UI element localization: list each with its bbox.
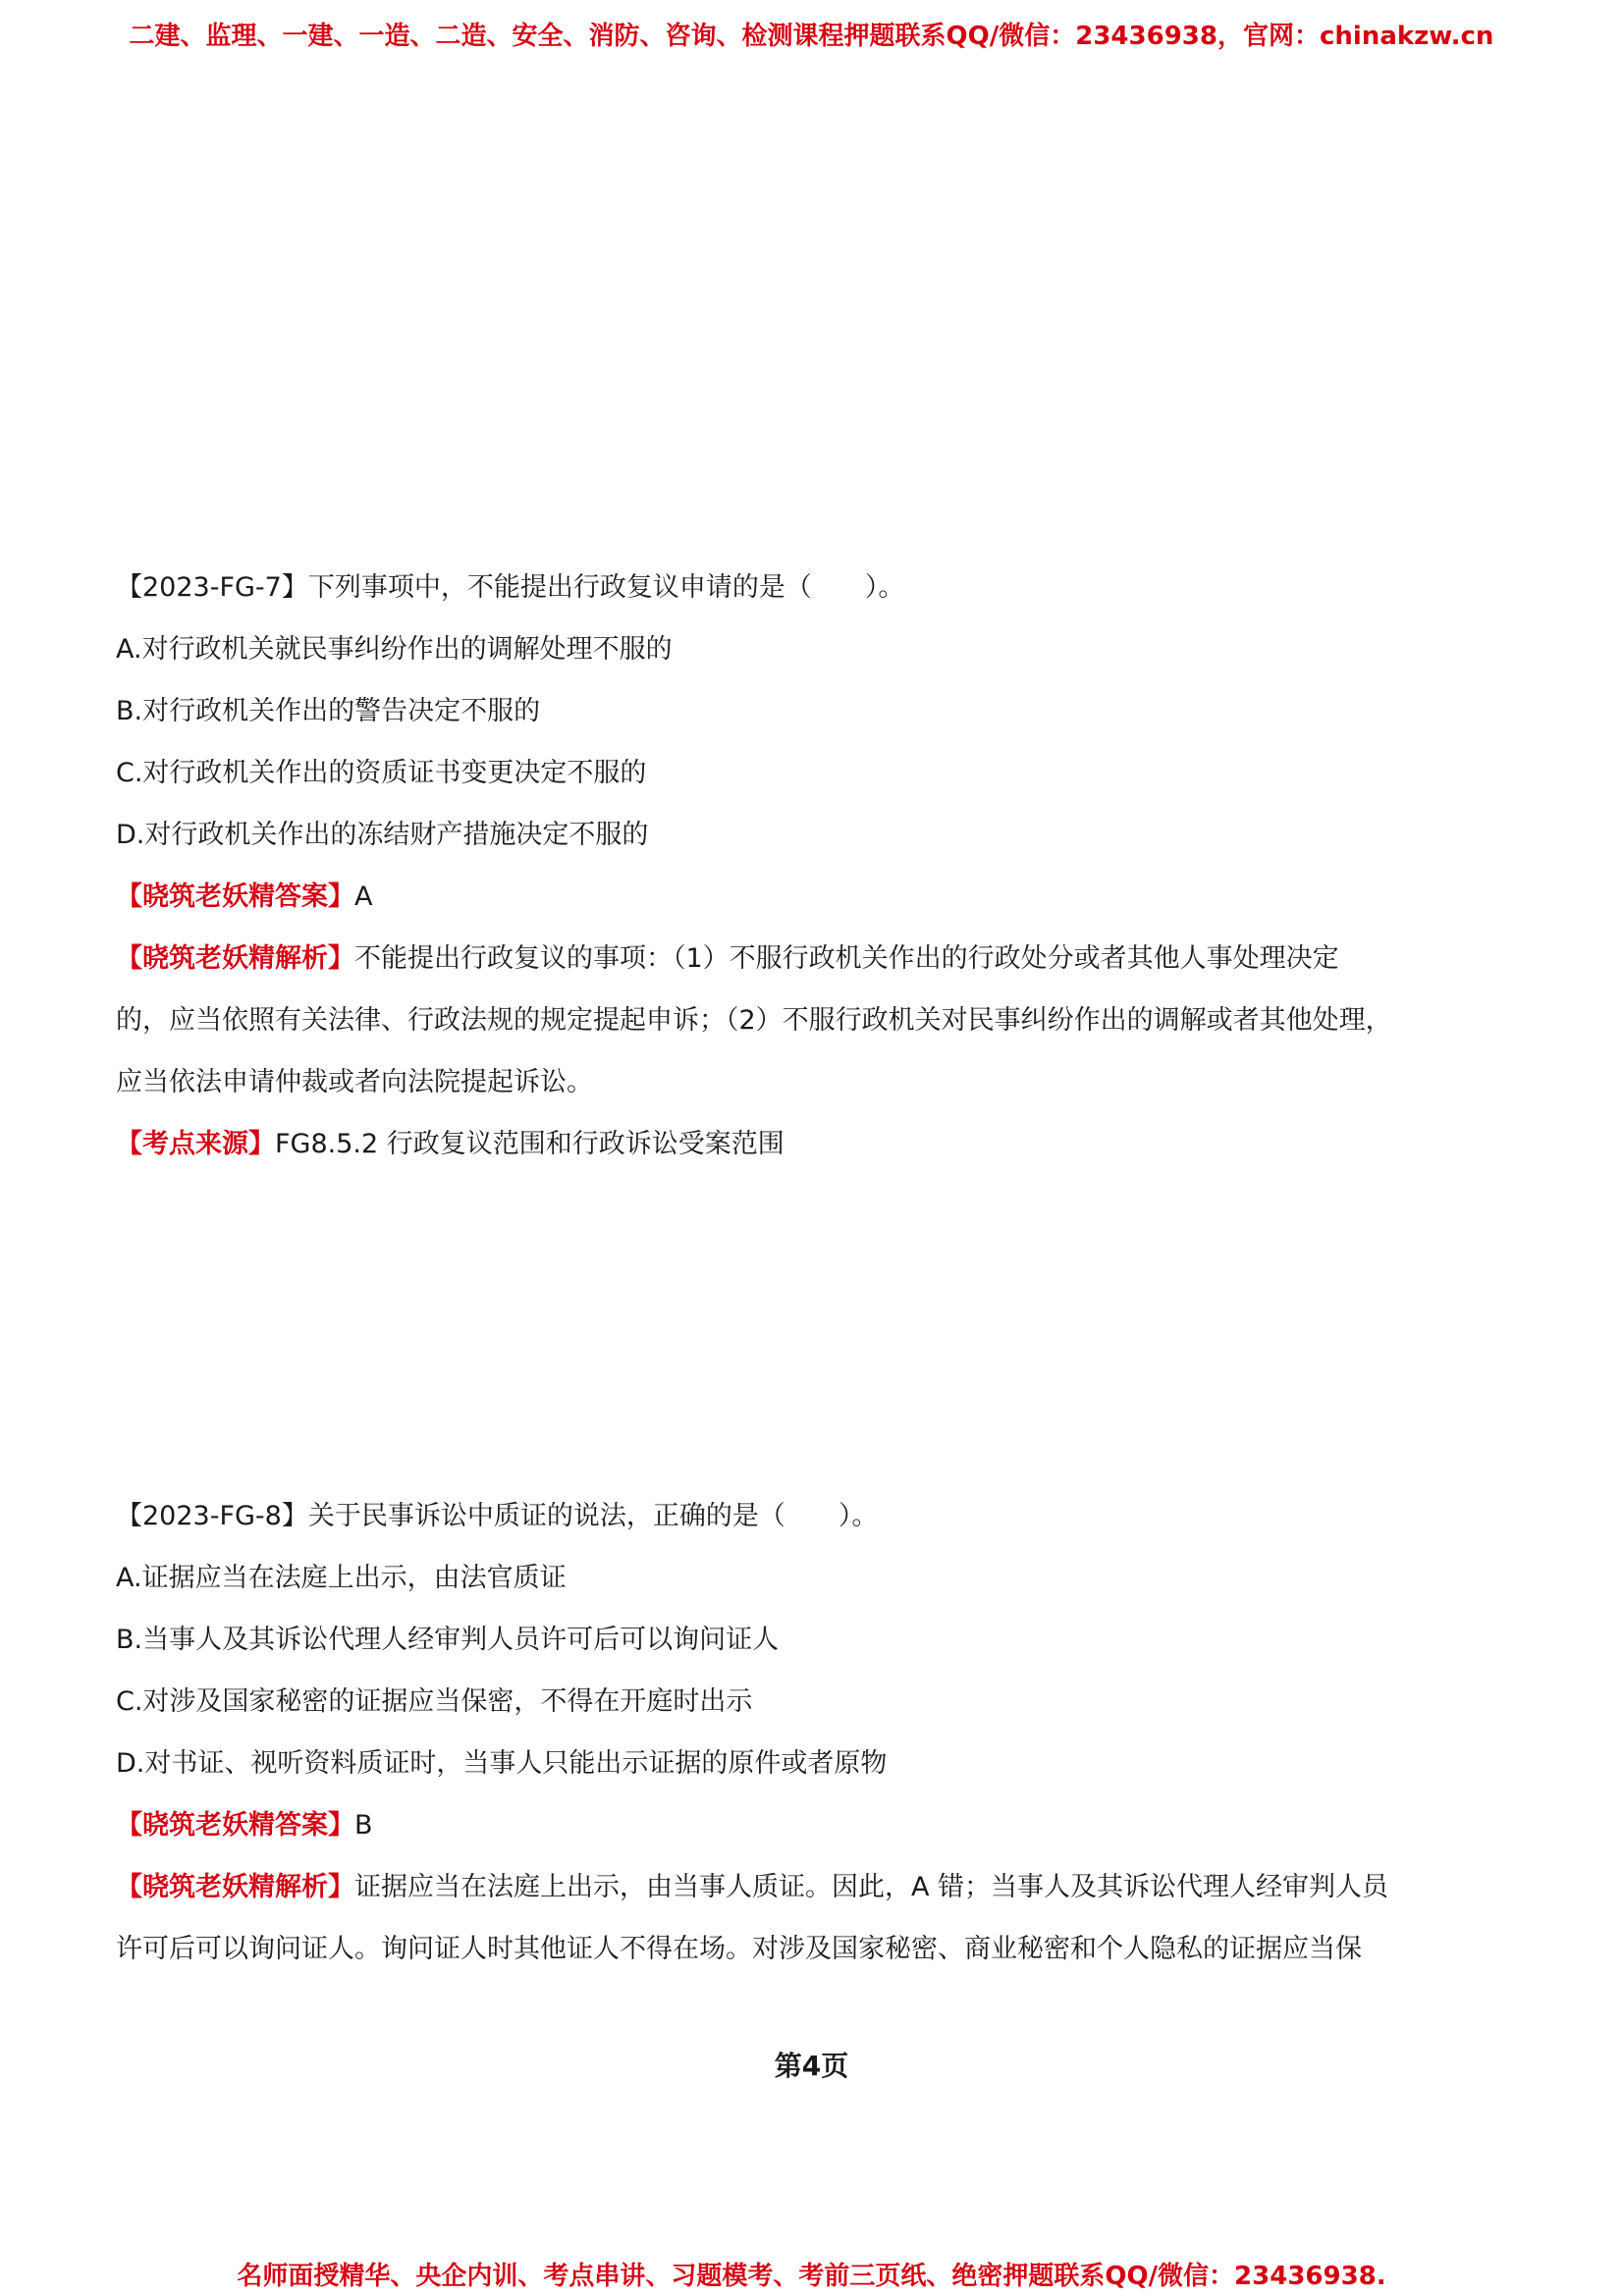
question-stem: 【2023-FG-8】关于民事诉讼中质证的说法，正确的是（ ）。 bbox=[116, 1501, 879, 1531]
analysis-text: 不能提出行政复议的事项：（1）不服行政机关作出的行政处分或者其他人事处理决定 bbox=[354, 943, 1339, 974]
analysis-text: 许可后可以询问证人。询问证人时其他证人不得在场。对涉及国家秘密、商业秘密和个人隐私的证据应当保 bbox=[116, 1934, 1362, 1964]
option-c: C.对行政机关作出的资质证书变更决定不服的 bbox=[116, 758, 647, 788]
analysis-text: 证据应当在法庭上出示，由当事人质证。因此，A 错；当事人及其诉讼代理人经审判人员 bbox=[354, 1872, 1389, 1902]
answer-line bbox=[116, 879, 372, 916]
answer-value: B bbox=[354, 1810, 373, 1841]
source-tag: 【考点来源】 bbox=[116, 1129, 275, 1159]
option-a: A.对行政机关就民事纠纷作出的调解处理不服的 bbox=[116, 634, 673, 665]
source-text: FG8.5.2 行政复议范围和行政诉讼受案范围 bbox=[275, 1129, 784, 1159]
option-d: D.对行政机关作出的冻结财产措施决定不服的 bbox=[116, 820, 649, 850]
answer-line bbox=[116, 1807, 373, 1844]
footer-banner: 名师面授精华、央企内训、考点串讲、习题模考、考前三页纸、绝密押题联系QQ/微信：23436938. bbox=[237, 2262, 1386, 2291]
option-b: B.对行政机关作出的警告决定不服的 bbox=[116, 696, 541, 726]
question-stem: 【2023-FG-7】下列事项中，不能提出行政复议申请的是（ ）。 bbox=[116, 572, 905, 603]
analysis-text: 的，应当依照有关法律、行政法规的规定提起申诉；（2）不服行政机关对民事纠纷作出的调解或者其他处理， bbox=[116, 1005, 1392, 1036]
header-banner: 二建、监理、一建、一造、二造、安全、消防、咨询、检测课程押题联系QQ/微信：23436938，官网：chinakzw.cn bbox=[129, 22, 1494, 51]
option-d: D.对书证、视听资料质证时，当事人只能出示证据的原件或者原物 bbox=[116, 1748, 888, 1779]
analysis-line bbox=[116, 1869, 1388, 1906]
answer-tag: 【晓筑老妖精答案】 bbox=[116, 881, 354, 912]
option-c: C.对涉及国家秘密的证据应当保密，不得在开庭时出示 bbox=[116, 1686, 753, 1717]
analysis-text: 应当依法申请仲裁或者向法院提起诉讼。 bbox=[116, 1067, 593, 1097]
analysis-tag: 【晓筑老妖精解析】 bbox=[116, 943, 354, 974]
analysis-line bbox=[116, 940, 1339, 978]
option-a: A.证据应当在法庭上出示，由法官质证 bbox=[116, 1563, 567, 1593]
answer-value: A bbox=[354, 881, 373, 912]
source-line bbox=[116, 1126, 784, 1163]
analysis-tag: 【晓筑老妖精解析】 bbox=[116, 1872, 354, 1902]
option-b: B.当事人及其诉讼代理人经审判人员许可后可以询问证人 bbox=[116, 1625, 780, 1655]
answer-tag: 【晓筑老妖精答案】 bbox=[116, 1810, 354, 1841]
page-number: 第4页 bbox=[774, 2050, 849, 2082]
